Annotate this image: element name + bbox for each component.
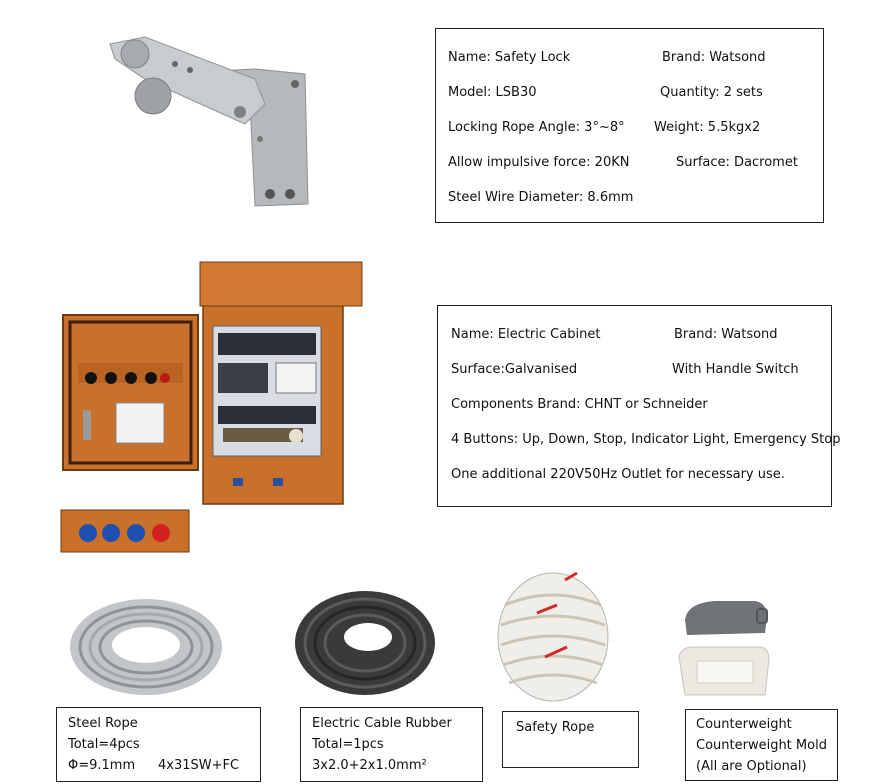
cabinet-handle: With Handle Switch [672, 362, 799, 377]
counterweight-line1: Counterweight [696, 717, 792, 732]
electric-cable-image [290, 585, 440, 700]
counterweight-line3: (All are Optional) [696, 759, 807, 774]
cable-spec: 3x2.0+2x1.0mm² [312, 758, 427, 773]
cabinet-surface: Surface:Galvanised [451, 362, 578, 377]
steel-rope-spec: 4x31SW+FC [158, 758, 240, 773]
safety-lock-weight: Weight: 5.5kgx2 [654, 120, 761, 135]
safety-lock-brand: Brand: Watsond [662, 50, 766, 65]
cabinet-name: Name: Electric Cabinet [451, 327, 601, 342]
steel-rope-image [66, 595, 226, 700]
safety-lock-diameter: Steel Wire Diameter: 8.6mm [448, 190, 634, 205]
steel-rope-title: Steel Rope [68, 716, 138, 731]
safety-lock-force: Allow impulsive force: 20KN [448, 155, 630, 170]
counterweight-line2: Counterweight Mold [696, 738, 827, 753]
cabinet-outlet: One additional 220V50Hz Outlet for necessary use. [451, 467, 785, 482]
electric-cabinet-image [58, 258, 368, 558]
cable-total: Total=1pcs [312, 737, 384, 752]
cabinet-brand: Brand: Watsond [674, 327, 778, 342]
steel-rope-total: Total=4pcs [68, 737, 140, 752]
cabinet-buttons: 4 Buttons: Up, Down, Stop, Indicator Light, Emergency Stop [451, 432, 841, 447]
cable-title: Electric Cable Rubber [312, 716, 452, 731]
safety-rope-image [495, 565, 615, 705]
safety-lock-quantity: Quantity: 2 sets [660, 85, 763, 100]
counterweight-image [675, 595, 775, 705]
safety-lock-surface: Surface: Dacromet [676, 155, 798, 170]
cabinet-components: Components Brand: CHNT or Schneider [451, 397, 708, 412]
safety-rope-title: Safety Rope [516, 720, 595, 735]
safety-lock-image [105, 34, 315, 214]
safety-lock-angle: Locking Rope Angle: 3°~8° [448, 120, 625, 135]
safety-lock-name: Name: Safety Lock [448, 50, 571, 65]
safety-lock-model: Model: LSB30 [448, 85, 537, 100]
steel-rope-diameter: Φ=9.1mm [68, 758, 136, 773]
